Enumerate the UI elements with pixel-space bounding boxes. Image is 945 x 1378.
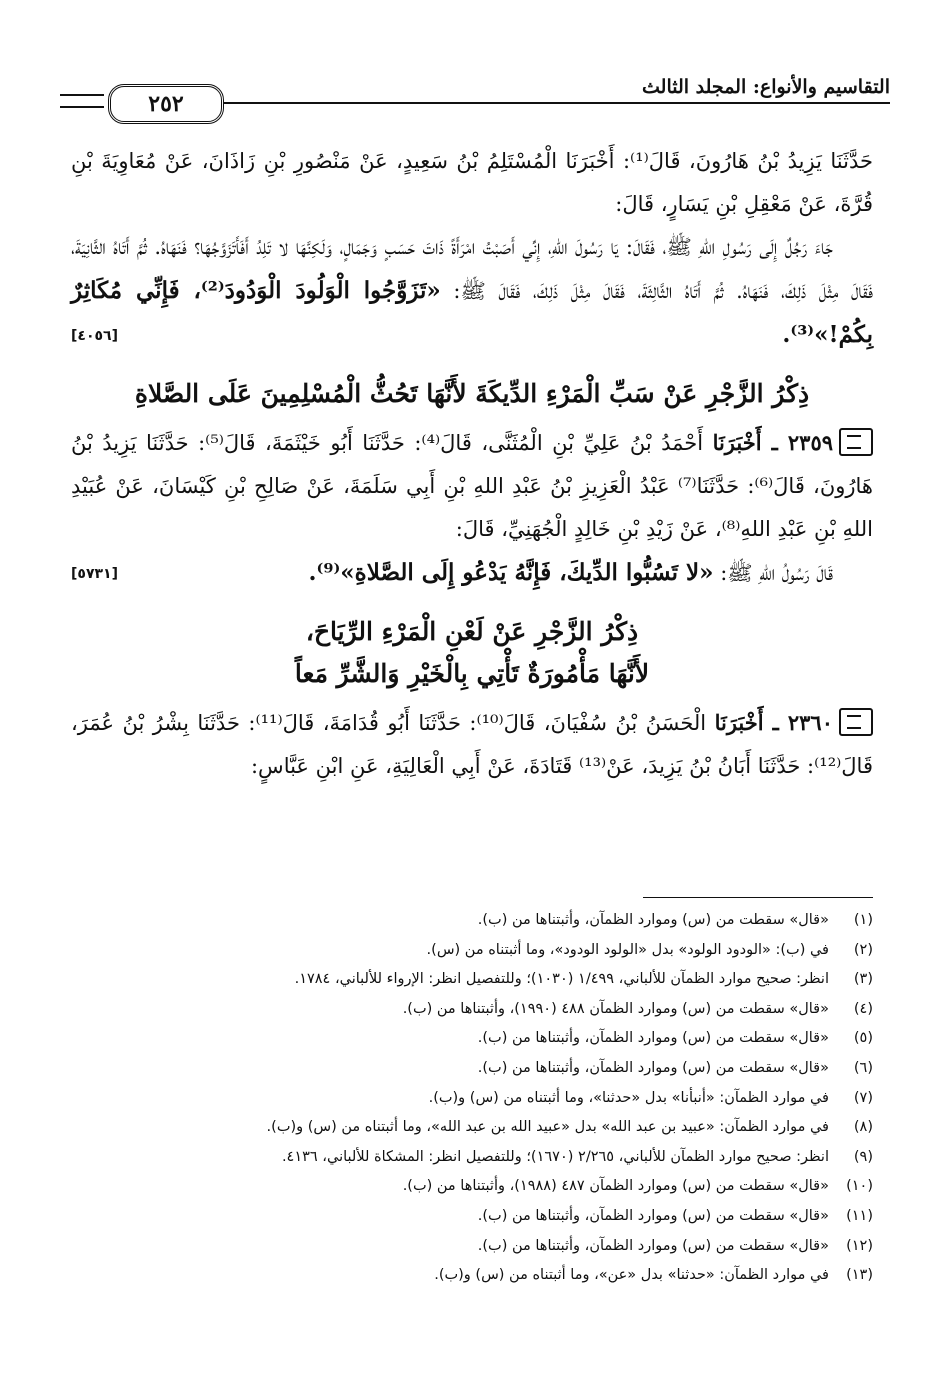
footnote-text: «قال» سقطت من (س) وموارد الظمآن، وأثبتناها من (ب). [477,1237,829,1254]
header-ornament-lines [60,94,104,108]
footnote [71,995,873,1025]
section-title-winds [71,611,873,695]
footnote [71,936,873,966]
section-title-line: لأَنَّهَا مَأْمُورَةٌ تَأْتِي بِالْخَيْرِ وَالشَّرِّ مَعاً [294,659,650,688]
main-text [71,140,873,788]
paragraph-isnad-1: حَدَّثَنَا يَزِيدُ بْنُ هَارُونَ، قَالَ⁽¹⁾: أَخْبَرَنَا الْمُسْتَلِمُ بْنُ سَعِيدٍ، عَنْ مَنْصُورِ بْنِ زَاذَانَ، عَنْ مُعَاوِيَةَ بْنِ قُرَّةَ، عَنْ مَعْقِلِ بْنِ يَسَارٍ، قَالَ: [71,149,873,216]
footnote-text: انظر: صحيح موارد الظمآن للألباني، ٢/٢٦٥ (١٦٧٠)؛ وللتفصيل انظر: المشكاة للألباني، ٤١٣٦. [281,1148,829,1165]
reference-number: [٥٧٣١] [71,566,118,582]
footnote-number: (٢) [853,941,873,958]
header-rule [200,102,890,104]
hadith-quote: «تَزَوَّجُوا الْوَلُودَ الْوَدُودَ⁽²⁾، فَإِنِّي مُكَاثِرٌ بِكُمْ!»⁽³⁾. [71,277,873,348]
footnote-number: (٩) [853,1148,873,1165]
hadith-quote: «لا تَسُبُّوا الدِّيكَ، فَإِنَّهُ يَدْعُو إِلَى الصَّلاةِ»⁽⁹⁾. [308,559,714,586]
footnote-number: (١٣) [846,1267,873,1284]
footnote-number: (١١) [846,1207,873,1224]
footnote-text: في موارد الظمآن: «عبيد بن عبد الله» بدل «عبيد الله بن عبد الله»، وما أثبتناه من (س) و(ب). [266,1119,829,1136]
footnote-text: «قال» سقطت من (س) وموارد الظمآن، وأثبتناها من (ب). [477,1030,829,1047]
footnote-separator [643,897,873,898]
paragraph-hadith-2360 [71,701,873,788]
footnote-number: (١٢) [846,1237,873,1254]
footnote [71,1202,873,1232]
isnad-text: الْحَسَنُ بْنُ سُفْيَانَ، قَالَ⁽¹⁰⁾: حَدَّثَنَا أَبُو قُدَامَةَ، قَالَ⁽¹¹⁾: حَدَّثَنَا بِشْرُ بْنُ عُمَرَ، قَالَ⁽¹²⁾: حَدَّثَنَا أَبَانُ بْنُ يَزِيدَ، عَنْ⁽¹³⁾ قَتَادَةَ، عَنْ أَبِي الْعَالِيَةِ، عَنِ ابْنِ عَبَّاسٍ: [71,711,873,778]
hadith-number: ٢٣٥٩ ـ أَخْبَرَنَا [712,430,834,455]
footnote-text: «قال» سقطت من (س) وموارد الظمآن ٤٨٧ (١٩٨٨)، وأثبتناها من (ب). [402,1178,829,1195]
hadith-number: ٢٣٦٠ ـ أَخْبَرَنَا [714,710,833,735]
section-title-line: ذِكْرُ الزَّجْرِ عَنْ لَعْنِ الْمَرْءِ الرِّيَاحَ، [305,617,639,646]
footnote [71,965,873,995]
footnote-number: (١٠) [846,1178,873,1195]
footnote [71,1232,873,1262]
isnad-text: أَحْمَدُ بْنُ عَلِيِّ بْنِ الْمُثَنَّى، قَالَ⁽⁴⁾: حَدَّثَنَا أَبُو خَيْثَمَةَ، قَالَ⁽⁵⁾: حَدَّثَنَا يَزِيدُ بْنُ هَارُونَ، قَالَ⁽⁶⁾: حَدَّثَنَا⁽⁷⁾ عَبْدُ الْعَزِيزِ بْنُ عَبْدِ اللهِ بْنِ أَبِي سَلَمَةَ، عَنْ صَالِحِ بْنِ كَيْسَانَ، عَنْ عُبَيْدِ اللهِ بْنِ عَبْدِ اللهِ⁽⁸⁾، عَنْ زَيْدِ بْنِ خَالِدٍ الْجُهَنِيِّ، قَالَ: [71,431,873,541]
page-number: ٢٥٢ [108,84,224,124]
hadith-number-icon [839,708,873,736]
footnote [71,1084,873,1114]
running-title: التقاسيم والأنواع: المجلد الثالث [642,76,890,98]
footnote-text: «قال» سقطت من (س) وموارد الظمآن، وأثبتناها من (ب). [477,1207,829,1224]
footnote [71,1054,873,1084]
footnote-number: (١) [853,912,873,928]
footnote-number: (٤) [853,1000,873,1017]
footnote-text: في موارد الظمآن: «أنبأنا» بدل «حدثنا»، وما أثبتناه من (س) و(ب). [428,1089,829,1106]
footnote-number: (٥) [853,1030,873,1047]
footnote [71,1172,873,1202]
paragraph-hadith-4056 [71,226,873,357]
footnote-text: انظر: صحيح موارد الظمآن للألباني، ١/٤٩٩ (١٠٣٠)؛ وللتفصيل انظر: الإرواء للألباني، ١٧٨٤. [294,971,829,988]
footnote-text: «قال» سقطت من (س) وموارد الظمآن ٤٨٨ (١٩٩٠)، وأثبتناها من (ب). [402,1000,829,1017]
footnote [71,906,873,936]
paragraph-hadith-5731 [71,551,873,595]
footnote [71,1143,873,1173]
footnotes [71,906,873,1291]
footnote [71,1024,873,1054]
footnote-text: في (ب): «الودود الولود» بدل «الولود الودود»، وما أثبتناه من (س). [426,941,829,958]
footnote-text: «قال» سقطت من (س) وموارد الظمآن، وأثبتناها من (ب). [477,912,829,928]
footnote-text: في موارد الظمآن: «حدثنا» بدل «عن»، وما أثبتناه من (س) و(ب). [434,1267,829,1284]
paragraph-hadith-2359 [71,421,873,551]
reference-number: [٤٠٥٦] [71,328,118,344]
footnote-text: «قال» سقطت من (س) وموارد الظمآن، وأثبتناها من (ب). [477,1059,829,1076]
hadith-text: قَالَ رَسُولُ اللهِ ﷺ: [713,561,833,585]
footnote-number: (٧) [853,1089,873,1106]
footnote [71,1261,873,1291]
hadith-text: جَاءَ رَجُلٌ إِلَى رَسُولِ اللهِ ﷺ، فَقَالَ: يَا رَسُولَ اللهِ، إِنِّي أَصَبْتُ امْرَأَةً ذَاتَ حَسَبٍ وَجَمَالٍ، وَلَكِنَّهَا لا تَلِدُ أَفَأَتَزَوَّجُهَا؟ فَنَهَاهُ. ثُمَّ أَتَاهُ الثَّانِيَةَ، فَقَالَ مِثْلَ ذَلِكَ، فَنَهَاهُ. ثُمَّ أَتَاهُ الثَّالِثَةَ، فَقَالَ مِثْلَ ذَلِكَ، فَقَالَ ﷺ: [71,235,873,303]
footnote-number: (٨) [853,1119,873,1136]
footnote-number: (٣) [853,971,873,988]
footnote-number: (٦) [853,1059,873,1076]
footnote [71,1113,873,1143]
section-title-rooster: ذِكْرُ الزَّجْرِ عَنْ سَبِّ الْمَرْءِ الدِّيكَةَ لأَنَّهَا تَحُثُّ الْمُسْلِمِينَ عَلَى الصَّلاةِ [134,379,810,408]
hadith-number-icon [839,428,873,456]
page-header [60,70,890,120]
